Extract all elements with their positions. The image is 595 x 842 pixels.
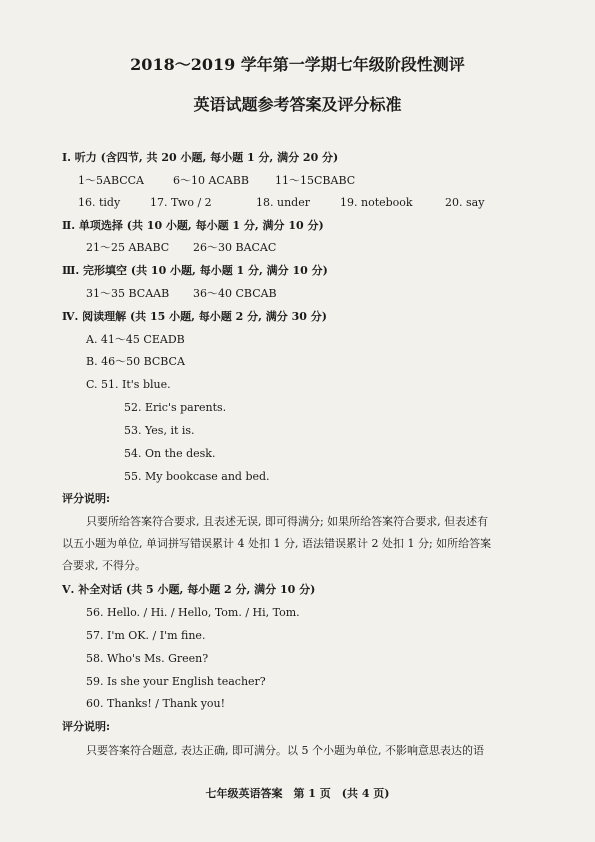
answer-group: 11～15CBABC (275, 174, 356, 187)
answer-item: 17. Two / 2 (150, 196, 212, 209)
section-4-heading: Ⅳ. 阅读理解 (共 15 小题, 每小题 2 分, 满分 30 分) (62, 310, 327, 323)
answer-item: 16. tidy (78, 196, 121, 209)
answer-55: 55. My bookcase and bed. (124, 470, 270, 483)
page-footer: 七年级英语答案 第 1 页 (共 4 页) (205, 787, 390, 800)
scoring-note-line: 合要求, 不得分。 (62, 559, 146, 572)
answer-group: 31～35 BCAAB (86, 287, 170, 300)
answer-4b: B. 46～50 BCBCA (86, 355, 185, 368)
scoring-note-line: 只要所给答案符合要求, 且表述无误, 即可得满分; 如果所给答案符合要求, 但表述有 (86, 515, 489, 528)
answer-item: 20. say (445, 196, 485, 209)
answer-52: 52. Eric's parents. (124, 401, 227, 414)
answer-59: 59. Is she your English teacher? (86, 675, 266, 688)
section-3-heading: Ⅲ. 完形填空 (共 10 小题, 每小题 1 分, 满分 10 分) (62, 264, 328, 277)
answer-group: 6～10 ACABB (173, 174, 249, 187)
answer-group: 26～30 BACAC (193, 241, 277, 254)
answer-group: 36～40 CBCAB (193, 287, 277, 300)
section-2-heading: Ⅱ. 单项选择 (共 10 小题, 每小题 1 分, 满分 10 分) (62, 219, 324, 232)
scoring-note-label: 评分说明: (62, 720, 111, 733)
answer-57: 57. I'm OK. / I'm fine. (86, 629, 206, 642)
section-5-heading: Ⅴ. 补全对话 (共 5 小题, 每小题 2 分, 满分 10 分) (62, 583, 316, 596)
answer-56: 56. Hello. / Hi. / Hello, Tom. / Hi, Tom. (86, 606, 300, 619)
page-title: 2018～2019 学年第一学期七年级阶段性测评 (130, 55, 465, 74)
answer-60: 60. Thanks! / Thank you! (86, 697, 226, 710)
answer-58: 58. Who's Ms. Green? (86, 652, 209, 665)
scoring-note-line: 只要答案符合题意, 表达正确, 即可满分。以 5 个小题为单位, 不影响意思表达的语 (86, 744, 484, 757)
answer-4c: C. 51. It's blue. (86, 378, 171, 391)
answer-item: 19. notebook (340, 196, 413, 209)
page-subtitle: 英语试题参考答案及评分标准 (193, 95, 402, 114)
answer-54: 54. On the desk. (124, 447, 216, 460)
scoring-note-label: 评分说明: (62, 492, 111, 505)
answer-item: 18. under (256, 196, 310, 209)
answer-group: 21～25 ABABC (86, 241, 170, 254)
answer-4a: A. 41～45 CEADB (86, 333, 185, 346)
scoring-note-line: 以五小题为单位, 单词拼写错误累计 4 处扣 1 分, 语法错误累计 2 处扣 1 分; 如所给答案 (62, 537, 492, 550)
answer-group: 1～5ABCCA (78, 174, 145, 187)
answer-53: 53. Yes, it is. (124, 424, 195, 437)
section-1-heading: Ⅰ. 听力 (含四节, 共 20 小题, 每小题 1 分, 满分 20 分) (62, 151, 339, 164)
